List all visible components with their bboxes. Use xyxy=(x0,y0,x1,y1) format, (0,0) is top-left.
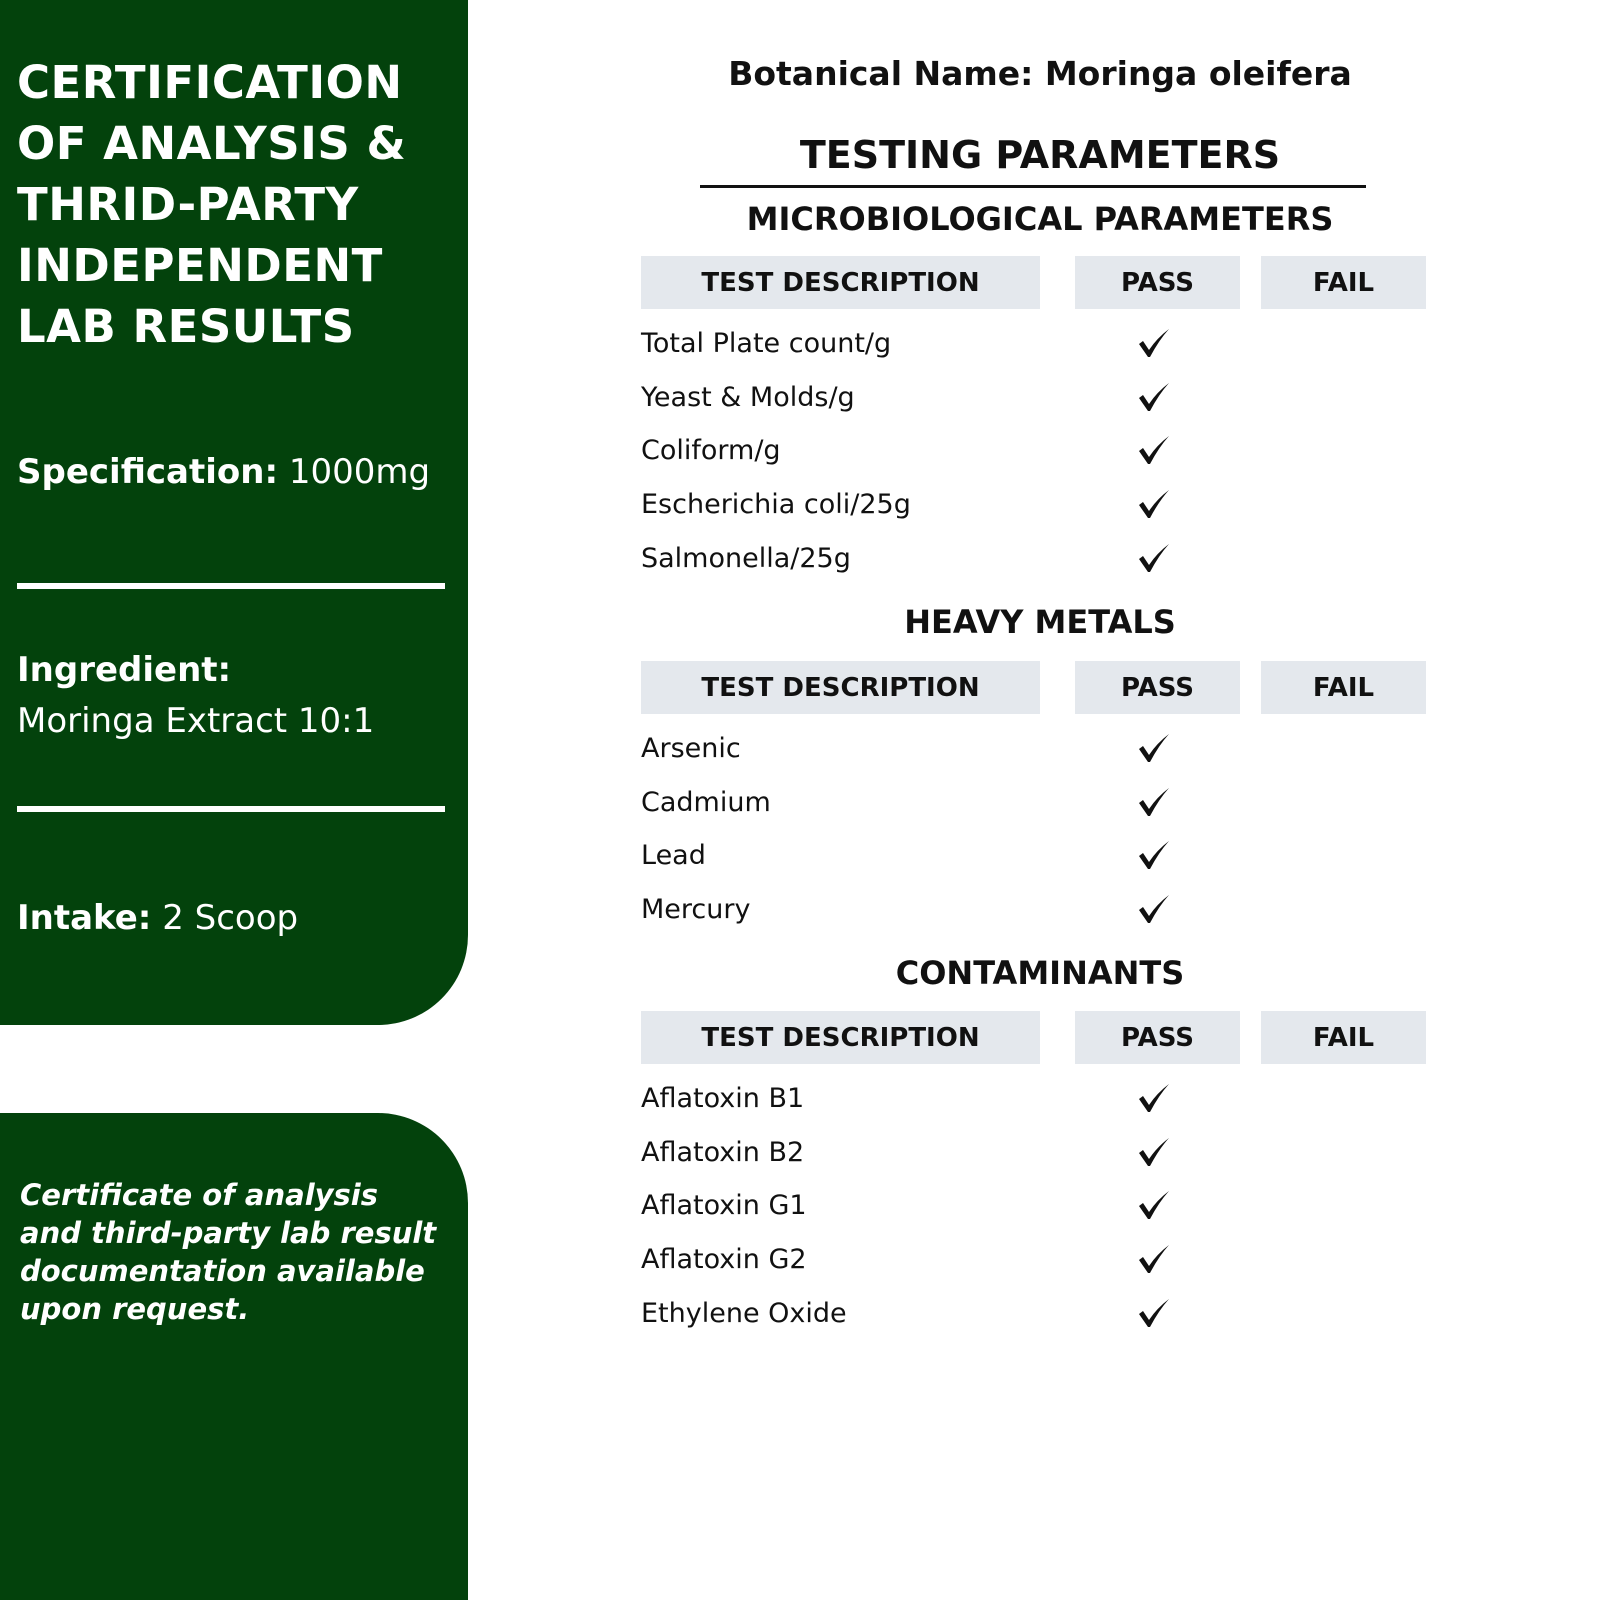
info-panel xyxy=(0,0,468,1025)
column-header-description: TEST DESCRIPTION xyxy=(641,256,1040,309)
test-description: Aflatoxin G1 xyxy=(641,1190,807,1222)
table-row xyxy=(641,1287,1426,1341)
pass-check-icon xyxy=(1137,1137,1171,1167)
section-title-contaminants: CONTAMINANTS xyxy=(895,954,1185,992)
test-description: Total Plate count/g xyxy=(641,328,892,359)
section-title-microbiological: MICROBIOLOGICAL PARAMETERS xyxy=(746,200,1334,238)
column-header-description: TEST DESCRIPTION xyxy=(641,1011,1040,1064)
table-row xyxy=(641,776,1426,830)
test-description: Arsenic xyxy=(641,733,741,764)
pass-check-icon xyxy=(1137,840,1171,870)
divider xyxy=(17,806,445,812)
table-row xyxy=(641,1072,1426,1126)
page-title: CERTIFICATION OF ANALYSIS & THRID-PARTY INDEPENDENT LAB RESULTS xyxy=(17,56,407,353)
column-header-fail: FAIL xyxy=(1261,256,1426,309)
pass-check-icon xyxy=(1137,1083,1171,1113)
divider xyxy=(17,583,445,589)
pass-check-icon xyxy=(1137,1244,1171,1274)
test-description: Cadmium xyxy=(641,786,771,818)
column-header-fail: FAIL xyxy=(1261,661,1426,714)
pass-check-icon xyxy=(1137,543,1171,573)
title-underline xyxy=(700,185,1366,188)
table-row xyxy=(641,1233,1426,1287)
test-description: Aflatoxin B2 xyxy=(641,1136,805,1168)
specification-value: 1000mg xyxy=(278,452,431,492)
test-description: Mercury xyxy=(641,894,751,926)
specification-label: Specification: xyxy=(17,452,279,492)
note-panel xyxy=(0,1113,468,1600)
specification xyxy=(17,450,430,494)
column-header-pass: PASS xyxy=(1075,256,1240,309)
column-header-fail: FAIL xyxy=(1261,1011,1426,1064)
botanical-name: Botanical Name: Moringa oleifera xyxy=(728,54,1352,93)
pass-check-icon xyxy=(1137,328,1171,358)
intake-value: 2 Scoop xyxy=(151,898,299,938)
test-description: Escherichia coli/25g xyxy=(641,489,911,521)
pass-check-icon xyxy=(1137,787,1171,817)
pass-check-icon xyxy=(1137,1298,1171,1328)
test-description: Salmonella/25g xyxy=(641,542,851,574)
test-description: Aflatoxin G2 xyxy=(641,1244,807,1276)
test-description: Ethylene Oxide xyxy=(641,1297,847,1329)
availability-note: Certificate of analysis and third-party lab result documentation available upon request. xyxy=(20,1178,437,1326)
intake-label: Intake: xyxy=(17,898,152,938)
table-row xyxy=(641,424,1426,478)
pass-check-icon xyxy=(1137,1190,1171,1220)
pass-check-icon xyxy=(1137,894,1171,924)
test-description: Aflatoxin B1 xyxy=(641,1083,805,1114)
table-row xyxy=(641,371,1426,425)
test-description: Coliform/g xyxy=(641,435,781,467)
table-row xyxy=(641,478,1426,532)
section-title-heavy-metals: HEAVY METALS xyxy=(904,603,1176,641)
table-row xyxy=(641,317,1426,371)
testing-parameters-title: TESTING PARAMETERS xyxy=(799,133,1281,177)
column-header-pass: PASS xyxy=(1075,1011,1240,1064)
column-header-pass: PASS xyxy=(1075,661,1240,714)
intake xyxy=(17,896,298,940)
ingredient-label: Ingredient: xyxy=(17,650,232,690)
test-description: Yeast & Molds/g xyxy=(641,381,855,413)
table-row xyxy=(641,829,1426,883)
ingredient xyxy=(17,648,231,692)
ingredient-value: Moringa Extract 10:1 xyxy=(17,701,375,741)
test-description: Lead xyxy=(641,840,706,872)
pass-check-icon xyxy=(1137,435,1171,465)
table-row xyxy=(641,883,1426,937)
table-row xyxy=(641,1179,1426,1233)
table-row xyxy=(641,1126,1426,1180)
table-row xyxy=(641,532,1426,586)
table-row xyxy=(641,722,1426,776)
pass-check-icon xyxy=(1137,489,1171,519)
pass-check-icon xyxy=(1137,382,1171,412)
pass-check-icon xyxy=(1137,733,1171,763)
column-header-description: TEST DESCRIPTION xyxy=(641,661,1040,714)
